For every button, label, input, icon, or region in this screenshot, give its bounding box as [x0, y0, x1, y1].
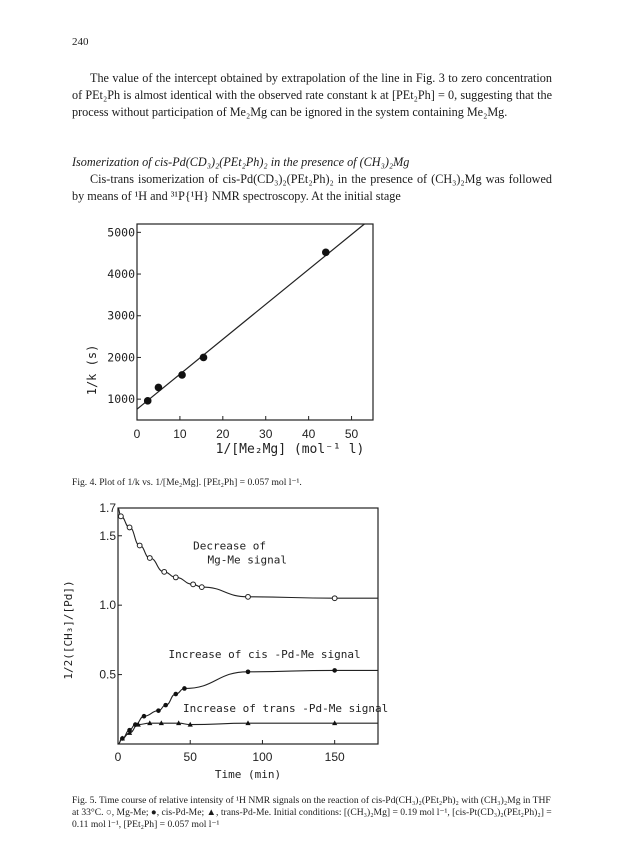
fig4-x-tick-label: 40 [301, 427, 316, 441]
fig5-series-curve [118, 723, 378, 744]
fig5-annotation: Decrease of [193, 539, 266, 553]
fig5-cis-pd-me-point [182, 686, 187, 691]
fig5-mg-me-point [173, 575, 178, 580]
fig5-mg-me-point [332, 596, 337, 601]
fig5-cis-pd-me-point [332, 668, 337, 673]
fig4-data-point [322, 249, 330, 257]
fig5-cis-pd-me-point [246, 670, 251, 675]
fig4-plot-frame [137, 224, 373, 420]
section-heading: Isomerization of cis-Pd(CD₃)₂(PEt₂Ph)₂ in the presence of (CH₃)₂Mg [72, 155, 410, 169]
fig5-x-tick-label: 50 [183, 750, 197, 764]
body-paragraph-2: Cis-trans isomerization of cis-Pd(CD₃)₂(PEt₂Ph)₂ in the presence of (CH₃)₂Mg was followed by means of ¹H and ³¹P{¹H} NMR spectroscopy. At the initial stage [72, 172, 552, 203]
figure-4-caption: Fig. 4. Plot of 1/k vs. 1/[Me₂Mg]. [PEt₂Ph] = 0.057 mol l⁻¹. [72, 477, 302, 488]
fig5-mg-me-point [127, 525, 132, 530]
fig5-y-tick-label: 1.5 [99, 528, 116, 543]
fig5-mg-me-point [191, 582, 196, 587]
fig5-mg-me-point [162, 569, 167, 574]
fig4-y-tick-label: 3000 [107, 308, 135, 323]
fig5-y-axis-label: 1/2([CH₃]/[Pd]) [62, 580, 75, 680]
fig4-x-tick-label: 30 [259, 427, 273, 441]
fig5-y-tick-label: 1.7 [99, 501, 116, 515]
figure-5-caption: Fig. 5. Time course of relative intensity of ¹H NMR signals on the reaction of cis-Pd(CH₃)₂(PEt₂Ph)₂ with (CH₃)₂Mg in THF at 33°C. ○, Mg-Me; ●, cis-Pd-Me; ▲, trans-Pd-Me. Initial conditions: [(CH₃)₂Mg] = 0.19 mol l⁻¹, [cis-Pt(CD₃)₂(PEt₂Ph)₂] = 0.11 mol l⁻¹, [PEt₂Ph] = 0.057 mol l⁻¹ [72, 795, 552, 830]
fig5-mg-me-point [137, 543, 142, 548]
figure-4-chart [0, 220, 624, 460]
fig5-cis-pd-me-point [156, 708, 161, 713]
fig5-y-tick-label: 0.5 [99, 667, 116, 682]
fig4-x-axis-label: 1/[Me₂Mg] (mol⁻¹ l) [215, 442, 365, 457]
body-paragraph-1: The value of the intercept obtained by extrapolation of the line in Fig. 3 to zero concentration of PEt₂Ph is almost identical with the observed rate constant k at [PEt₂Ph] = 0, suggesting that the process without participation of Me₂Mg can be ignored in the system containing Me₂Mg. [72, 71, 552, 119]
fig4-data-point [178, 371, 186, 379]
fig5-mg-me-point [199, 585, 204, 590]
fig5-annotation: Mg-Me signal [207, 553, 288, 567]
fig4-y-axis-label: 1/k (s) [85, 344, 99, 396]
fig5-x-tick-label: 0 [114, 750, 122, 764]
fig4-fit-line [137, 224, 364, 409]
fig5-mg-me-point [147, 556, 152, 561]
fig5-mg-me-point [118, 514, 123, 519]
fig4-x-tick-label: 0 [133, 427, 141, 441]
fig5-annotation: Increase of trans -Pd-Me signal [183, 702, 389, 716]
fig4-y-tick-label: 2000 [107, 350, 135, 365]
fig4-x-tick-label: 10 [173, 427, 187, 441]
fig4-data-point [144, 397, 152, 405]
fig5-annotation: Increase of cis -Pd-Me signal [168, 647, 361, 661]
fig5-x-tick-label: 100 [252, 750, 273, 764]
fig5-x-axis-label: Time (min) [214, 768, 282, 781]
fig4-data-point [155, 384, 163, 392]
fig4-y-tick-label: 1000 [107, 392, 135, 407]
fig4-y-tick-label: 5000 [107, 225, 135, 240]
fig4-x-tick-label: 50 [344, 427, 359, 441]
figure-5-chart [0, 500, 624, 790]
fig4-data-point [200, 354, 208, 362]
fig5-x-tick-label: 150 [324, 750, 345, 764]
fig5-y-tick-label: 1.0 [99, 598, 116, 613]
fig5-mg-me-point [246, 594, 251, 599]
fig4-x-tick-label: 20 [216, 427, 230, 441]
page-number: 240 [72, 36, 89, 48]
fig4-y-tick-label: 4000 [107, 267, 135, 282]
fig5-cis-pd-me-point [163, 703, 168, 708]
fig5-cis-pd-me-point [173, 692, 178, 697]
fig5-cis-pd-me-point [142, 714, 147, 719]
